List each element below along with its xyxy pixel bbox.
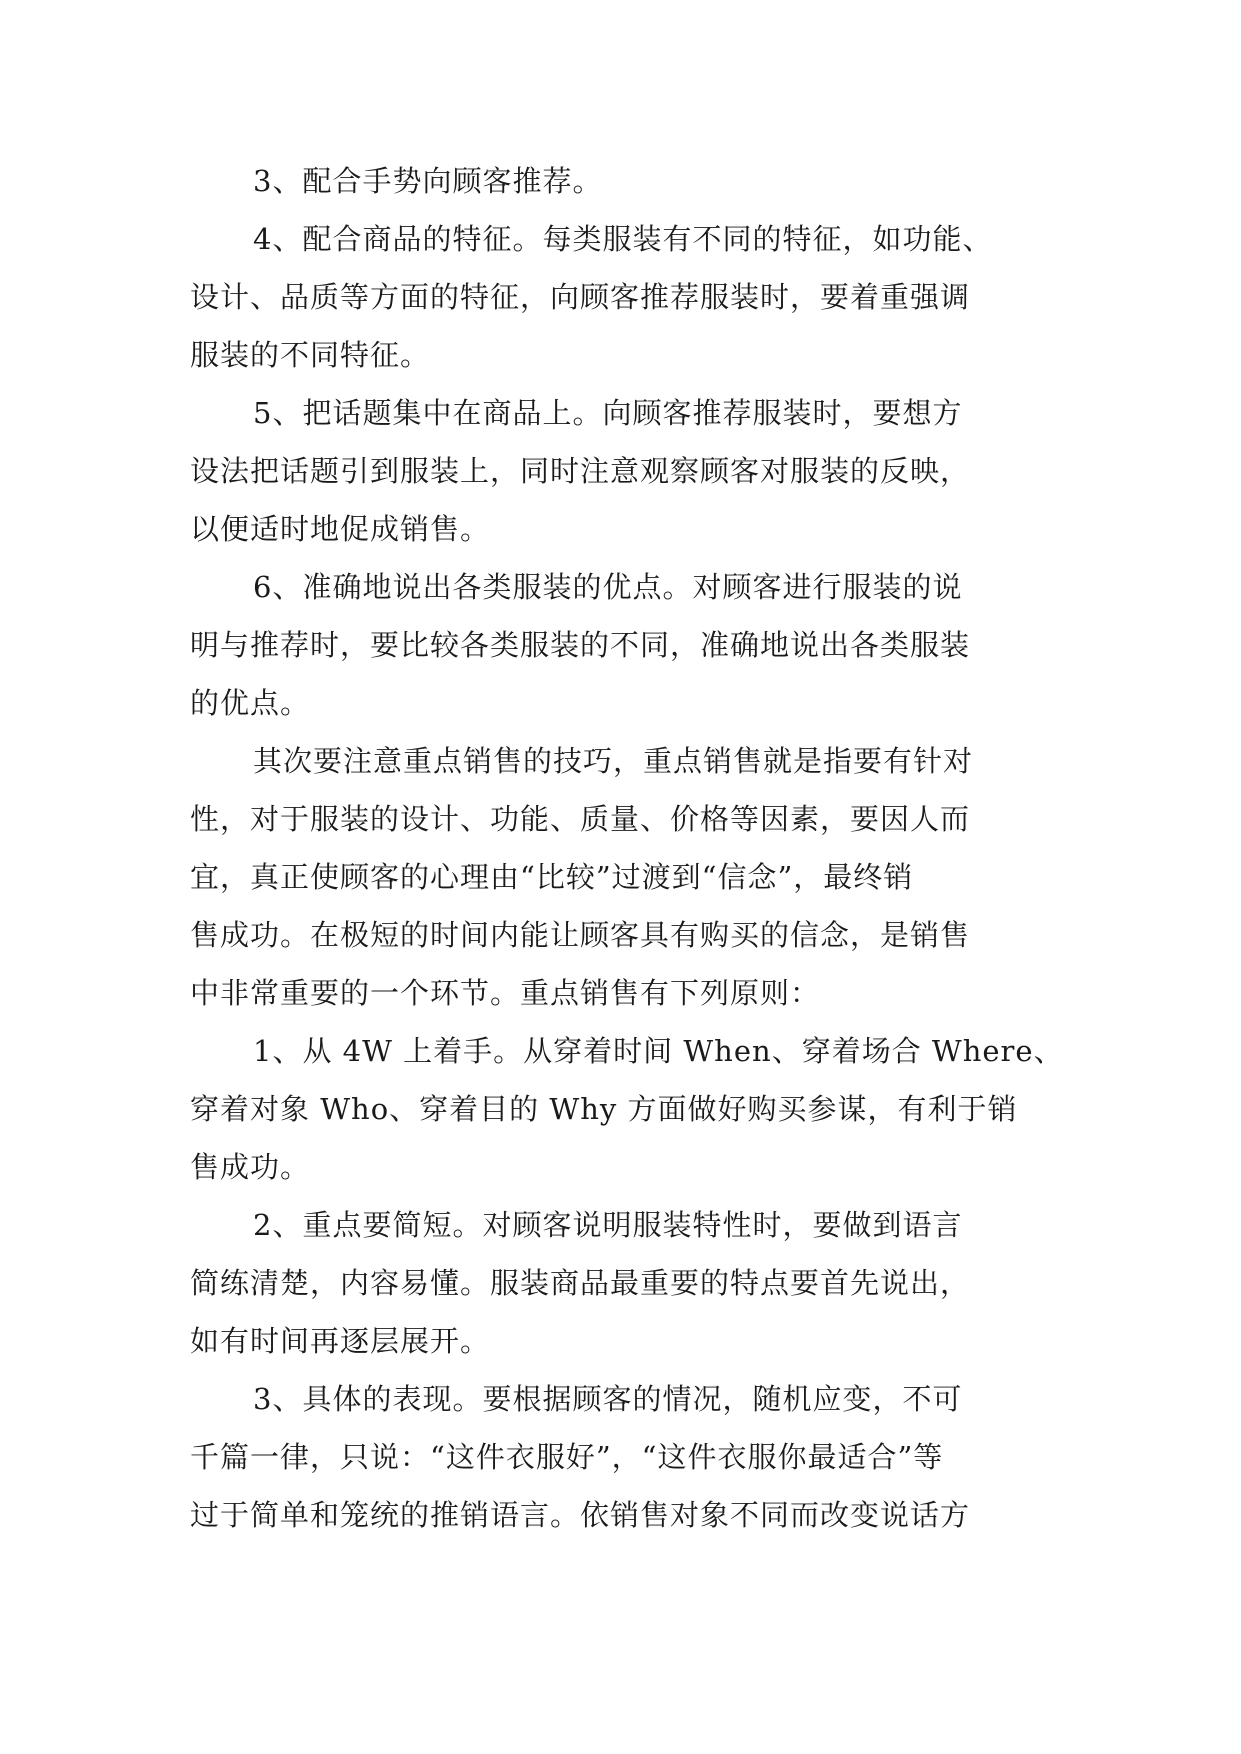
paragraph-line: 5、把话题集中在商品上。向顾客推荐服装时，要想方	[253, 396, 963, 430]
paragraph-line: 宜，真正使顾客的心理由“比较”过渡到“信念”，最终销	[190, 860, 914, 894]
paragraph-line: 设法把话题引到服装上，同时注意观察顾客对服装的反映，	[190, 454, 971, 488]
paragraph-line: 的优点。	[190, 686, 311, 720]
paragraph-line: 明与推荐时，要比较各类服装的不同，准确地说出各类服装	[190, 628, 971, 662]
paragraph-line: 穿着对象 Who、穿着目的 Why 方面做好购买参谋，有利于销	[190, 1092, 1018, 1126]
paragraph-line: 4、配合商品的特征。每类服装有不同的特征，如功能、	[253, 222, 993, 256]
paragraph-line: 如有时间再逐层展开。	[190, 1324, 491, 1358]
paragraph-line: 服装的不同特征。	[190, 338, 431, 372]
paragraph-line: 过于简单和笼统的推销语言。依销售对象不同而改变说话方	[190, 1498, 971, 1532]
paragraph-line: 售成功。	[190, 1150, 311, 1184]
paragraph-line: 以便适时地促成销售。	[190, 512, 491, 546]
paragraph-line: 6、准确地说出各类服装的优点。对顾客进行服装的说	[253, 570, 963, 604]
paragraph-line: 3、具体的表现。要根据顾客的情况，随机应变，不可	[253, 1382, 963, 1416]
paragraph-line: 其次要注意重点销售的技巧，重点销售就是指要有针对	[253, 744, 974, 778]
paragraph-line: 3、配合手势向顾客推荐。	[253, 164, 603, 198]
document-page	[190, 152, 1070, 1544]
paragraph-line: 2、重点要简短。对顾客说明服装特性时，要做到语言	[253, 1208, 963, 1242]
paragraph-line: 设计、品质等方面的特征，向顾客推荐服装时，要着重强调	[190, 280, 971, 314]
paragraph-line: 千篇一律，只说：“这件衣服好”，“这件衣服你最适合”等	[190, 1440, 944, 1474]
paragraph-line: 中非常重要的一个环节。重点销售有下列原则：	[190, 976, 821, 1010]
paragraph-line: 售成功。在极短的时间内能让顾客具有购买的信念，是销售	[190, 918, 971, 952]
paragraph-line: 简练清楚，内容易懂。服装商品最重要的特点要首先说出，	[190, 1266, 971, 1300]
paragraph-line: 性，对于服装的设计、功能、质量、价格等因素，要因人而	[190, 802, 971, 836]
paragraph-line: 1、从 4W 上着手。从穿着时间 When、穿着场合 Where、	[253, 1034, 1064, 1068]
